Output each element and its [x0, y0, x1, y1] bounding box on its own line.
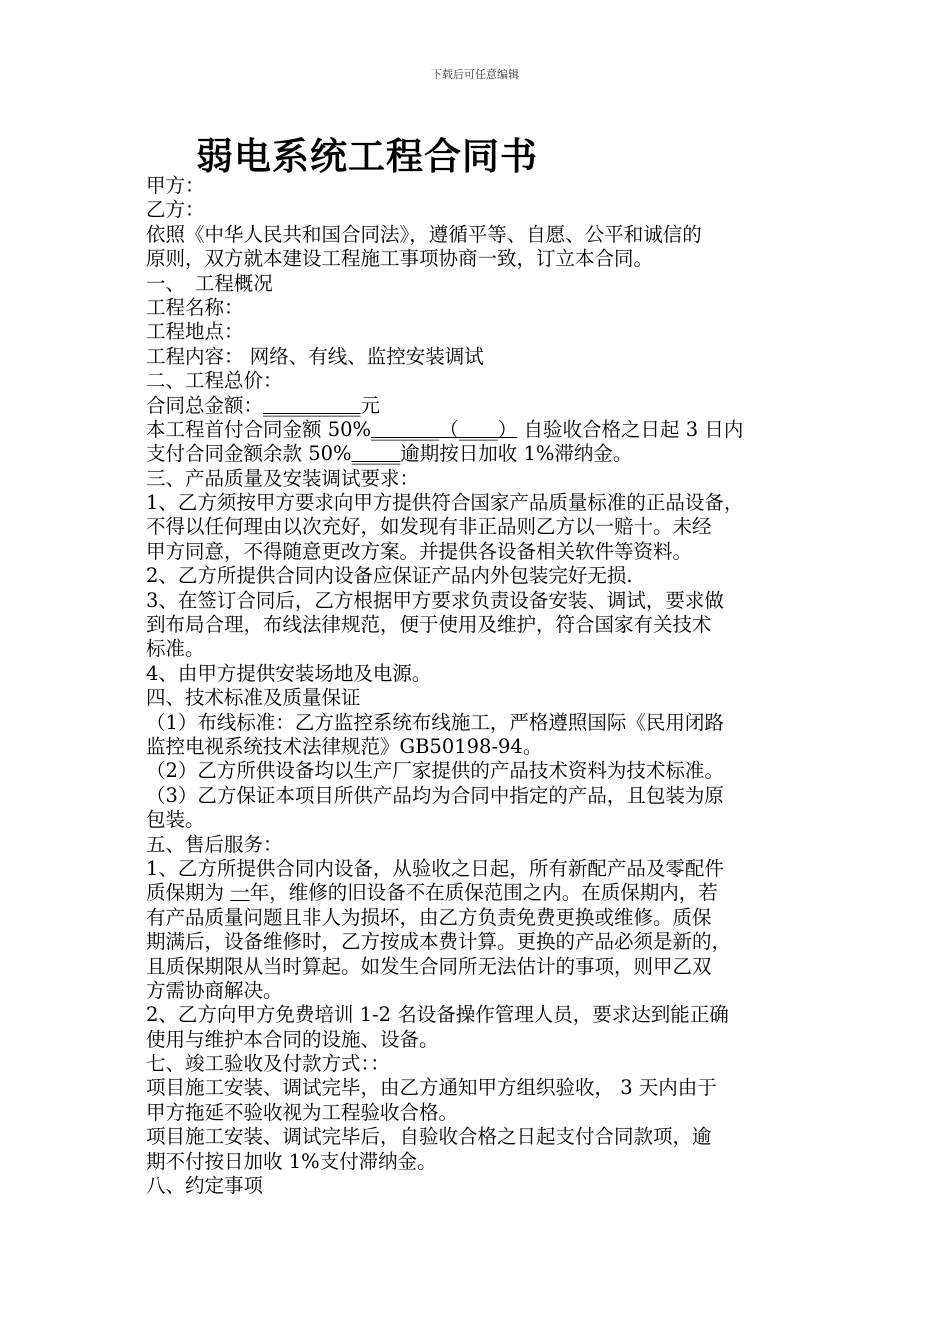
line-text: 四、技术标准及质量保证 — [146, 686, 361, 710]
line-text: 甲方同意，不得随意更改方案。并提供各设备相关软件等资料。 — [146, 539, 693, 563]
text-line — [146, 784, 816, 808]
line-text: 五、售后服务： — [146, 832, 283, 856]
text-line — [146, 540, 816, 564]
line-text: 期不付按日加收 1%支付滞纳金。 — [146, 1149, 437, 1173]
line-text: 支付合同金额余款 50% — [146, 442, 352, 466]
line-text: 1、乙方须按甲方要求向甲方提供符合国家产品质量标准的正品设备， — [146, 491, 744, 515]
line-text: 一、 工程概况 — [146, 271, 273, 295]
line-text: 2、乙方向甲方免费培训 1-2 名设备操作管理人员，要求达到能正确 — [146, 1003, 729, 1027]
document-body — [146, 174, 816, 1198]
line-text: 二、工程总价： — [146, 369, 283, 393]
line-text: 自验收合格之日起 3 日内 — [517, 417, 744, 441]
text-line — [146, 369, 816, 393]
text-line — [146, 881, 816, 905]
underlined-blank: 一 — [230, 881, 250, 905]
line-text: 合同总金额： — [146, 393, 264, 417]
text-line — [146, 930, 816, 954]
text-line — [146, 833, 816, 857]
line-text: （2）乙方所供设备均以生产厂家提供的产品技术资料为技术标准。 — [146, 759, 724, 783]
text-line — [146, 296, 816, 320]
line-text: 1、乙方所提供合同内设备，从验收之日起，所有新配产品及零配件 — [146, 856, 724, 880]
line-text: 标准。 — [146, 637, 205, 661]
line-text: 甲方拖延不验收视为工程验收合格。 — [146, 1100, 459, 1124]
text-line — [146, 589, 816, 613]
line-text: 工程内容： 网络、有线、监控安装调试 — [146, 344, 484, 368]
line-text: 本工程首付合同金额 50% — [146, 417, 372, 441]
line-text: 八、约定事项 — [146, 1174, 264, 1198]
text-line — [146, 1174, 816, 1198]
line-text: 使用与维护本合同的设施、设备。 — [146, 1027, 439, 1051]
line-text: 项目施工安装、调试完毕，由乙方通知甲方组织验收， 3 天内由于 — [146, 1076, 717, 1100]
text-line — [146, 686, 816, 710]
line-text: 且质保期限从当时算起。如发生合同所无法估计的事项，则甲乙双 — [146, 954, 712, 978]
text-line — [146, 198, 816, 222]
text-line — [146, 759, 816, 783]
text-line — [146, 345, 816, 369]
line-text: 乙方： — [146, 198, 205, 222]
line-text: 逾期按日加收 1%滞纳金。 — [400, 442, 633, 466]
line-text: 依照《中华人民共和国合同法》，遵循平等、自愿、公平和诚信的 — [146, 222, 702, 246]
line-text: 不得以任何理由以次充好，如发现有非正品则乙方以一赔十。未经 — [146, 515, 712, 539]
text-line — [146, 711, 816, 735]
text-line — [146, 955, 816, 979]
line-text: 项目施工安装、调试完毕后，自验收合格之日起支付合同款项，逾 — [146, 1125, 712, 1149]
document-title: 弱电系统工程合同书 — [196, 135, 538, 178]
text-line — [146, 906, 816, 930]
underlined-blank: _____ — [351, 442, 401, 466]
text-line — [146, 272, 816, 296]
underlined-blank: _______（____） — [371, 417, 518, 441]
text-line — [146, 564, 816, 588]
text-line — [146, 467, 816, 491]
line-text: 工程地点： — [146, 320, 244, 344]
text-line — [146, 857, 816, 881]
line-text: 质保期为 — [146, 881, 231, 905]
text-line — [146, 442, 816, 466]
text-line — [146, 662, 816, 686]
text-line — [146, 1003, 816, 1027]
line-text: （1）布线标准：乙方监控系统布线施工，严格遵照国际《民用闭路 — [146, 710, 724, 734]
text-line — [146, 394, 816, 418]
line-text: 到布局合理，布线法律规范，便于使用及维护，符合国家有关技术 — [146, 613, 712, 637]
text-line — [146, 1052, 816, 1076]
text-line — [146, 247, 816, 271]
text-line — [146, 1125, 816, 1149]
line-text: 有产品质量问题且非人为损坏，由乙方负责免费更换或维修。质保 — [146, 905, 712, 929]
line-text: 方需协商解决。 — [146, 978, 283, 1002]
text-line — [146, 1101, 816, 1125]
line-text: 原则，双方就本建设工程施工事项协商一致，订立本合同。 — [146, 247, 654, 271]
line-text: 年，维修的旧设备不在质保范围之内。在质保期内，若 — [249, 881, 718, 905]
text-line — [146, 808, 816, 832]
line-text: 期满后，设备维修时，乙方按成本费计算。更换的产品必须是新的， — [146, 930, 732, 954]
text-line — [146, 735, 816, 759]
line-text: 三、产品质量及安装调试要求： — [146, 466, 420, 490]
text-line — [146, 1150, 816, 1174]
line-text: 甲方： — [146, 174, 205, 197]
page-header: 下载后可任意编辑 — [431, 68, 519, 81]
line-text: 七、竣工验收及付款方式：： — [146, 1052, 390, 1076]
text-line — [146, 1076, 816, 1100]
text-line — [146, 515, 816, 539]
line-text: 元 — [360, 393, 381, 417]
line-text: 工程名称： — [146, 295, 244, 319]
text-line — [146, 174, 816, 198]
line-text: 2、乙方所提供合同内设备应保证产品内外包装完好无损. — [146, 564, 633, 588]
line-text: 3、在签订合同后，乙方根据甲方要求负责设备安装、调试，要求做 — [146, 588, 724, 612]
text-line — [146, 979, 816, 1003]
line-text: （3）乙方保证本项目所供产品均为合同中指定的产品，且包装为原 — [146, 783, 724, 807]
text-line — [146, 637, 816, 661]
text-line — [146, 223, 816, 247]
text-line — [146, 491, 816, 515]
text-line — [146, 320, 816, 344]
underlined-blank: __________ — [263, 393, 361, 417]
text-line — [146, 1028, 816, 1052]
line-text: 4、由甲方提供安装场地及电源。 — [146, 661, 432, 685]
text-line — [146, 613, 816, 637]
line-text: 包装。 — [146, 808, 205, 832]
line-text: 监控电视系统技术法律规范》GB50198-94。 — [146, 734, 543, 758]
text-line — [146, 418, 816, 442]
